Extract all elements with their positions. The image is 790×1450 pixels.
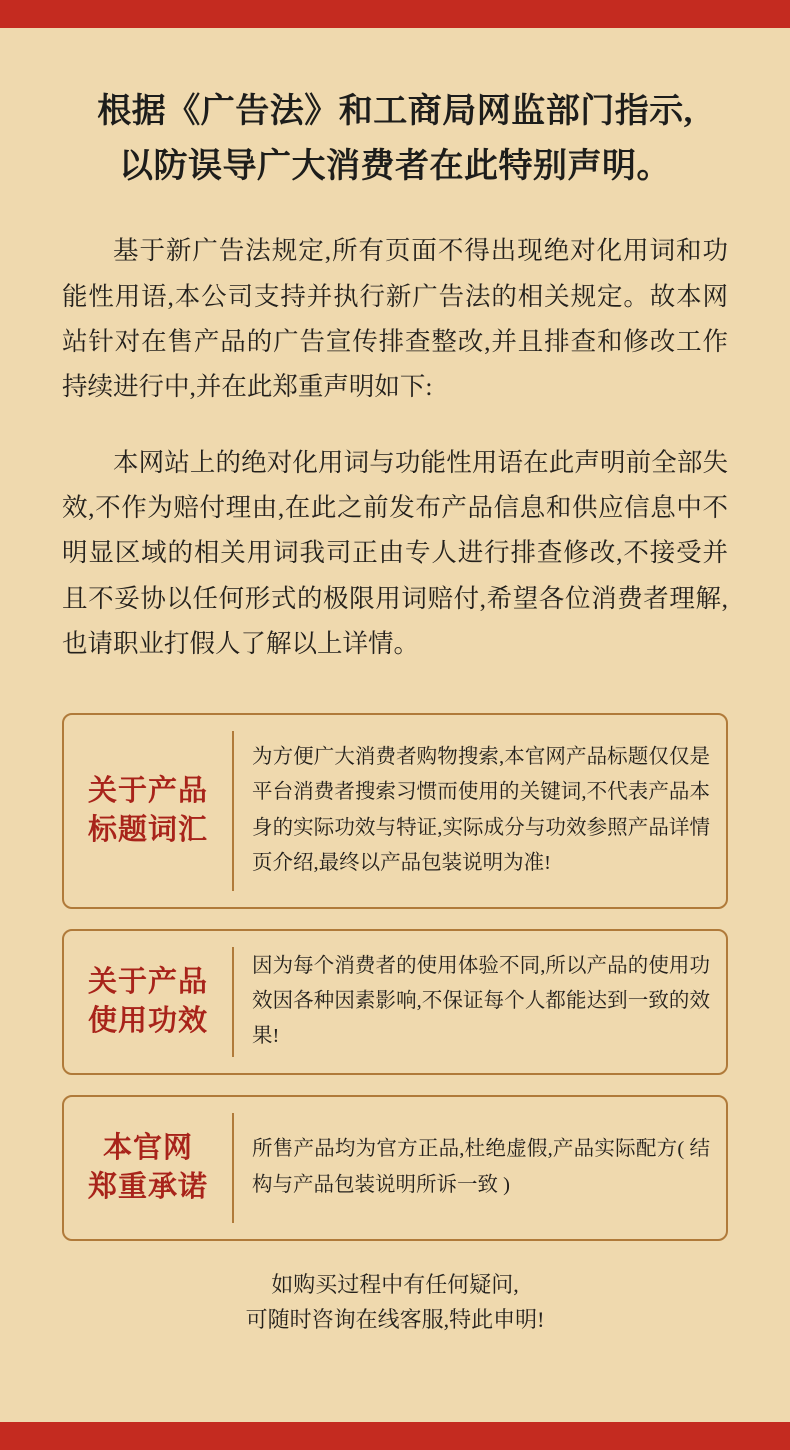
statement-card-list [62, 713, 728, 1241]
statement-paragraph-1: 基于新广告法规定,所有页面不得出现绝对化用词和功能性用语,本公司支持并执行新广告法的相关规定。故本网站针对在售产品的广告宣传排查整改,并且排查和修改工作持续进行中,并在此郑重声明如下: [62, 236, 728, 402]
statement-paragraph-2: 本网站上的绝对化用词与功能性用语在此声明前全部失效,不作为赔付理由,在此之前发布产品信息和供应信息中不明显区域的相关用词我司正由专人进行排查修改,不接受并且不妥协以任何形式的极限用词赔付,希望各位消费者理解,也请职业打假人了解以上详情。 [62, 447, 728, 659]
card-title [64, 931, 232, 1073]
card-title [64, 715, 232, 907]
footer-line-2: 可随时咨询在线客服,特此申明! [245, 1307, 545, 1333]
card-title-line-2: 使用功效 [87, 1004, 208, 1037]
page-title [62, 28, 728, 194]
card-title-line-1: 关于产品 [87, 774, 208, 807]
card-title-line-2: 郑重承诺 [87, 1170, 208, 1203]
footer-line-1: 如购买过程中有任何疑问, [271, 1271, 519, 1297]
bottom-frame-bar [0, 1422, 790, 1450]
announcement-panel [0, 28, 790, 1422]
card-title [64, 1097, 232, 1239]
card-product-title-wording [62, 713, 728, 909]
card-product-efficacy [62, 929, 728, 1075]
card-title-line-1: 本官网 [102, 1131, 193, 1164]
footer-note [62, 1267, 728, 1338]
top-frame-bar [0, 0, 790, 28]
card-title-line-1: 关于产品 [87, 965, 208, 998]
card-body: 所售产品均为官方正品,杜绝虚假,产品实际配方( 结构与产品包装说明所诉一致 ) [252, 1138, 710, 1196]
page-title-line-1: 根据《广告法》和工商局网监部门指示, [97, 93, 693, 130]
card-body: 因为每个消费者的使用体验不同,所以产品的使用功效因各种因素影响,不保证每个人都能达到一致的效果! [252, 954, 710, 1048]
page-title-line-2: 以防误导广大消费者在此特别声明。 [119, 148, 671, 186]
card-title-line-2: 标题词汇 [87, 813, 208, 846]
card-official-promise [62, 1095, 728, 1241]
card-body: 为方便广大消费者购物搜索,本官网产品标题仅仅是平台消费者搜索习惯而使用的关键词,不代表产品本身的实际功效与特证,实际成分与功效参照产品详情页介绍,最终以产品包装说明为准! [252, 746, 710, 874]
